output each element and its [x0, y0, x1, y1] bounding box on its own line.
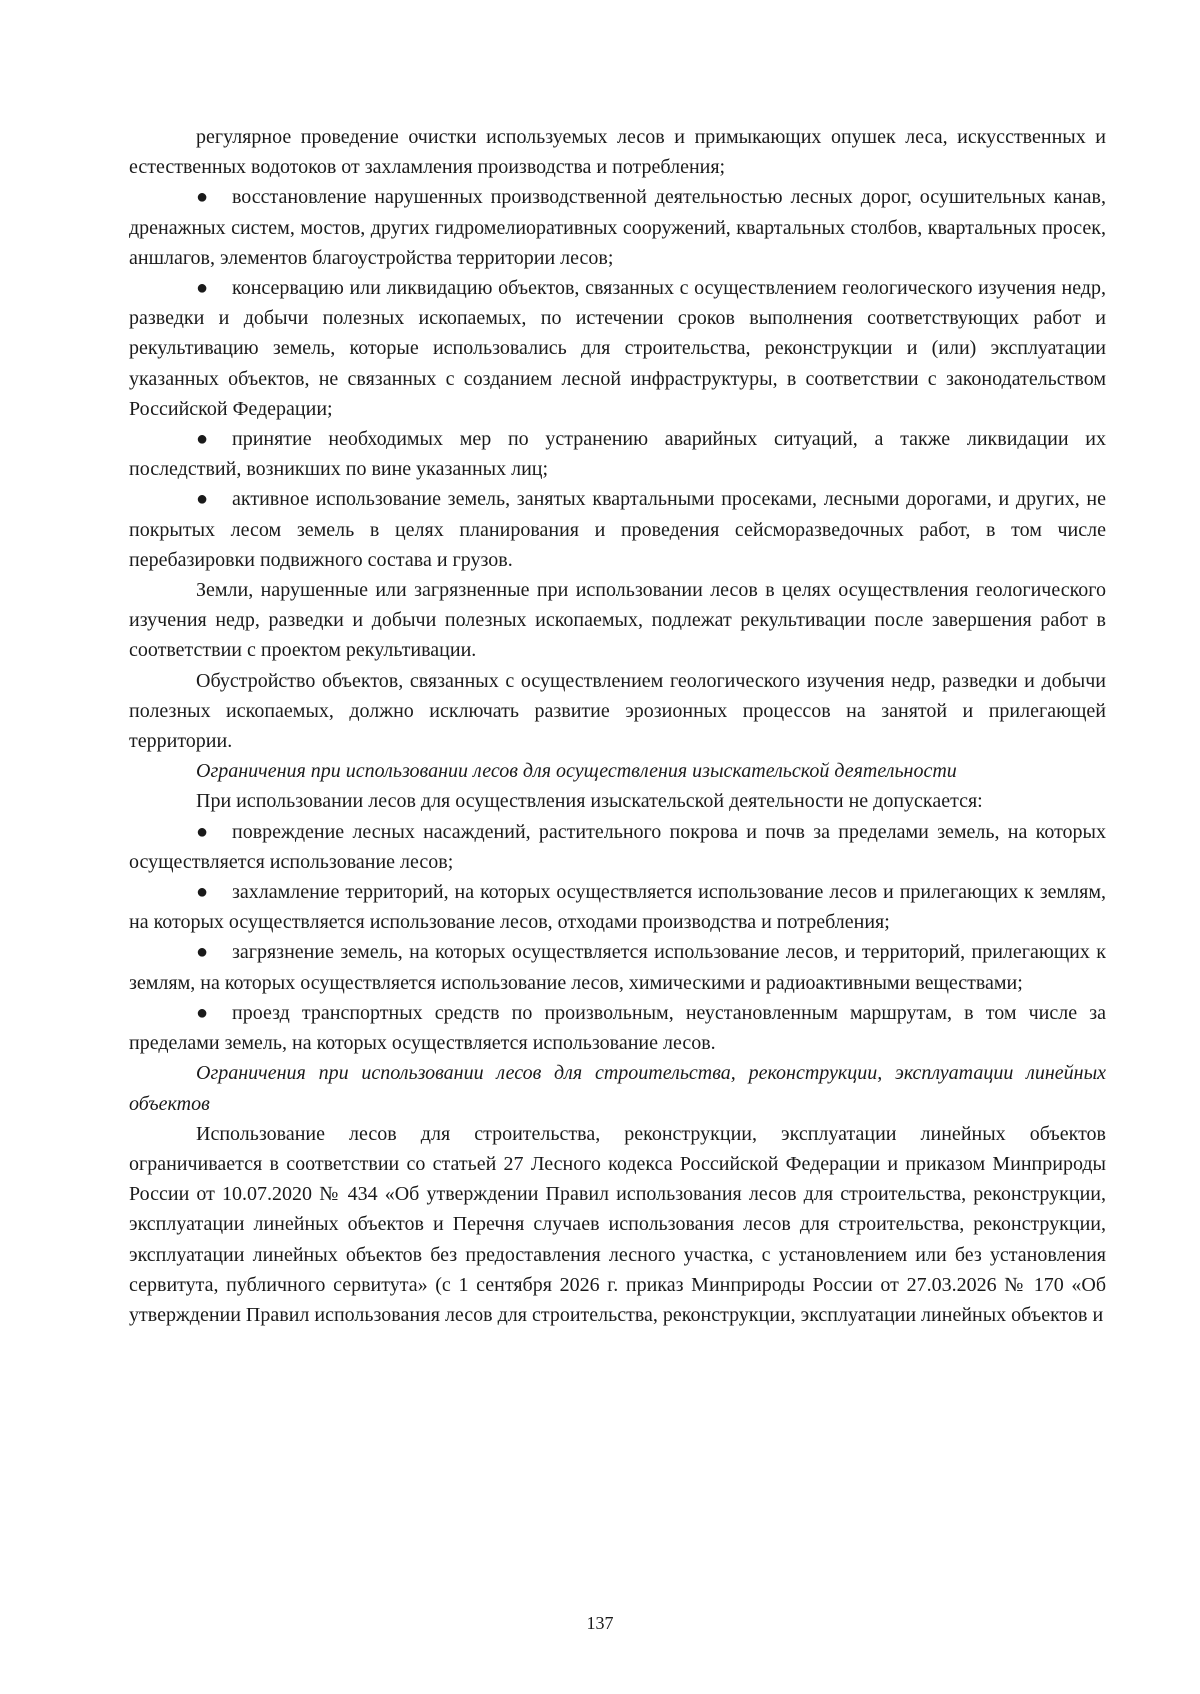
- paragraph-text: принятие необходимых мер по устранению аварийных ситуаций, а также ликвидации их последствий, возникших по вине указанных лиц;: [129, 428, 1106, 481]
- bullet-item: [129, 937, 1106, 997]
- body-text: [129, 122, 1106, 1330]
- paragraph-text: активное использование земель, занятых квартальными просеками, лесными дорогами, и других, не покрытых лесом земель в целях планирования и проведения сейсморазведочных работ, в том числе перебазировки подвижного состава и грузов.: [129, 488, 1106, 571]
- paragraph-text: повреждение лесных насаждений, растительного покрова и почв за пределами земель, на которых осуществляется использование лесов;: [129, 820, 1106, 873]
- paragraph-text: проезд транспортных средств по произвольным, неустановленным маршрутам, в том числе за пределами земель, на которых осуществляется использование лесов.: [129, 1001, 1106, 1055]
- paragraph-text: При использовании лесов для осуществления изыскательской деятельности не допускается:: [196, 790, 983, 813]
- paragraph: [129, 786, 1106, 816]
- bullet-icon: ●: [196, 428, 209, 451]
- paragraph-text: Ограничения при использовании лесов для осуществления изыскательской деятельности: [196, 760, 957, 783]
- paragraph-text: Обустройство объектов, связанных с осуществлением геологического изучения недр, разведки и добычи полезных ископаемых, должно исключать развитие эрозионных процессов на занятой и прилегающей территории.: [129, 669, 1106, 753]
- bullet-icon: ●: [196, 820, 209, 843]
- bullet-item: [129, 998, 1106, 1058]
- paragraph-text: Земли, нарушенные или загрязненные при использовании лесов в целях осуществления геологического изучения недр, разведки и добычи полезных ископаемых, подлежат рекультивации после завершения работ в соответствии с проектом рекультивации.: [129, 579, 1106, 662]
- paragraph-text: Использование лесов для строительства, реконструкции, эксплуатации линейных объектов ограничивается в соответствии со статьей 27 Лесного кодекса Российской Федерации и приказом Минприроды России от 10.07.2020 № 434 «Об утверждении Правил использования лесов для строительства, реконструкции, эксплуатации линейных объектов и Перечня случаев использования лесов для строительства, реконструкции, эксплуатации линейных объектов без предоставления лесного участка, с установлением или без установления сервитута, публичного сервитута» (с 1 сентября 2026 г. приказ Минприроды России от 27.03.2026 № 170 «Об утверждении Правил использования лесов для строительства, реконструкции, эксплуатации линейных объектов и: [129, 1122, 1106, 1326]
- bullet-item: [129, 817, 1106, 877]
- paragraph-text: захламление территорий, на которых осуществляется использование лесов и прилегающих к землям, на которых осуществляется использование лесов, отходами производства и потребления;: [129, 881, 1106, 934]
- paragraph-text: регулярное проведение очистки используемых лесов и примыкающих опушек леса, искусственных и естественных водотоков от захламления производства и потребления;: [129, 126, 1106, 179]
- paragraph-text: загрязнение земель, на которых осуществляется использование лесов, и территорий, прилегающих к землям, на которых осуществляется использование лесов, химическими и радиоактивными веществами;: [129, 941, 1106, 994]
- bullet-item: [129, 877, 1106, 937]
- bullet-item: [129, 424, 1106, 484]
- bullet-item: [129, 484, 1106, 575]
- paragraph: [129, 575, 1106, 666]
- bullet-icon: ●: [196, 277, 209, 300]
- bullet-icon: ●: [196, 881, 209, 904]
- section-heading: [129, 1058, 1106, 1118]
- paragraph-continuation: [129, 122, 1106, 182]
- paragraph: [129, 1119, 1106, 1330]
- paragraph-text: консервацию или ликвидацию объектов, связанных с осуществлением геологического изучения недр, разведки и добычи полезных ископаемых, по истечении сроков выполнения соответствующих работ и рекультивацию земель, которые использовались для строительства, реконструкции и (или) эксплуатации указанных объектов, не связанных с созданием лесной инфраструктуры, в соответствии с законодательством Российской Федерации;: [129, 277, 1106, 420]
- bullet-icon: ●: [196, 186, 209, 209]
- bullet-icon: ●: [196, 941, 209, 964]
- paragraph-text: Ограничения при использовании лесов для строительства, реконструкции, эксплуатации линейных объектов: [129, 1062, 1106, 1115]
- page-number: 137: [586, 1613, 614, 1633]
- bullet-icon: ●: [196, 1001, 209, 1024]
- bullet-item: [129, 273, 1106, 424]
- bullet-item: [129, 182, 1106, 273]
- section-heading: [129, 756, 1106, 786]
- paragraph: [129, 666, 1106, 757]
- bullet-icon: ●: [196, 488, 209, 511]
- paragraph-text: восстановление нарушенных производственной деятельностью лесных дорог, осушительных канав, дренажных систем, мостов, других гидромелиоративных сооружений, квартальных столбов, квартальных просек, аншлагов, элементов благоустройства территории лесов;: [129, 186, 1106, 269]
